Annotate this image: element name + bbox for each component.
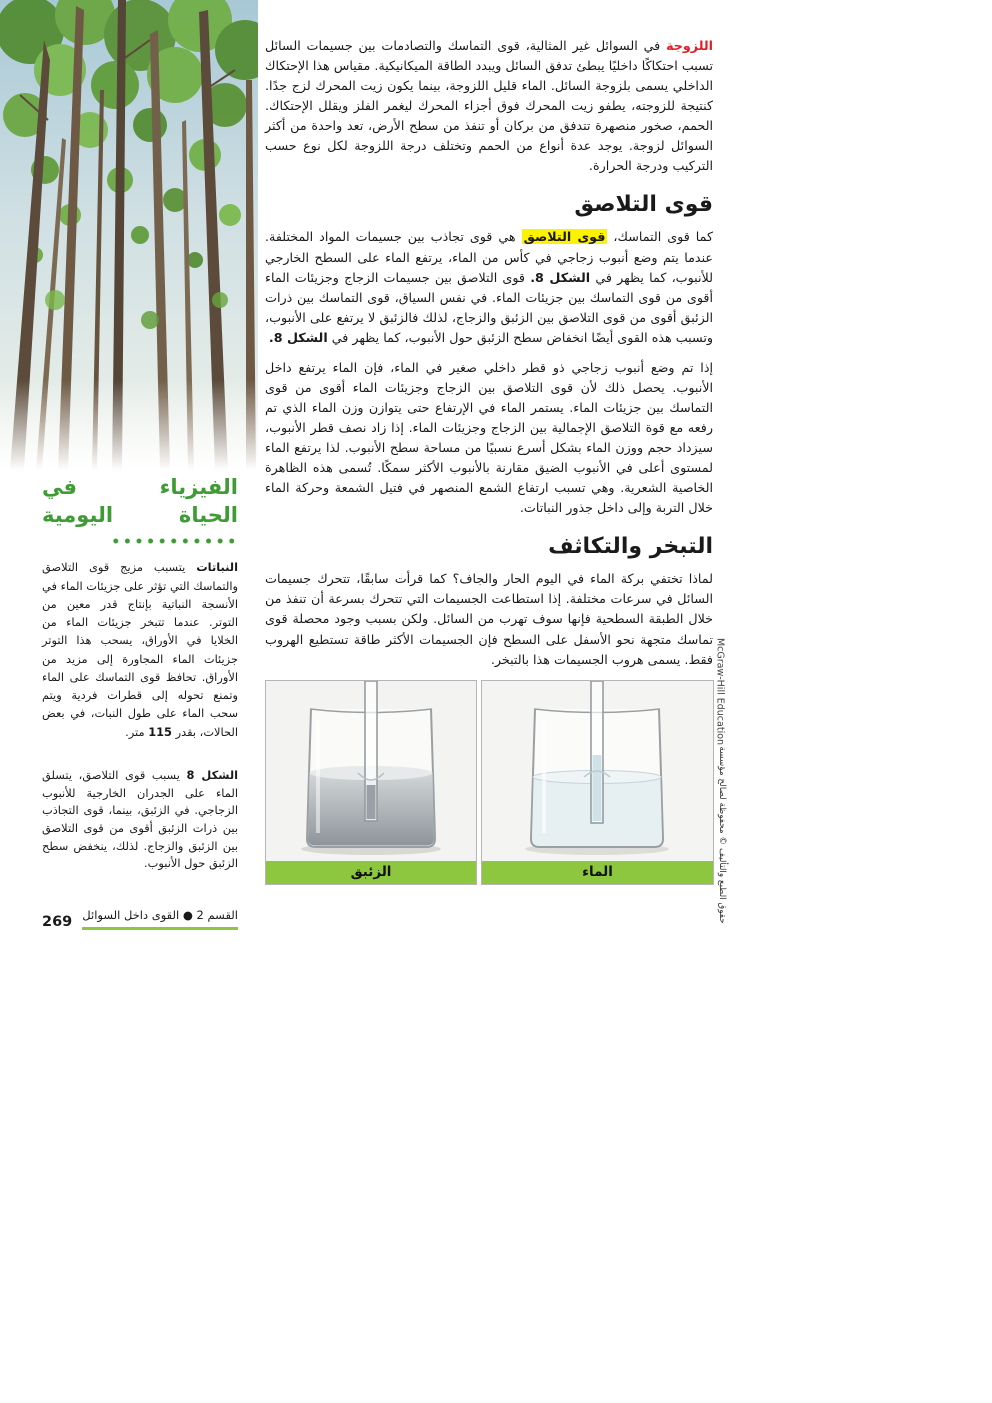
copyright-credit: حقوق الطبع والتأليف © محفوظة لصالح مؤسسة [717, 746, 727, 924]
evaporation-heading: التبخر والتكاثف [548, 534, 713, 560]
evaporation-paragraph: لماذا تختفي بركة الماء في اليوم الحار والجاف؟ كما قرأت سابقًا، تتحرك جسيمات السائل في سرعات مختلفة. إذا استطاعت الجسيمات التي تتحرك بسرعة أن تنفذ من خلال الطبقة السطحية فإنها سوف تهرب من السائل. ولكن بسبب وجود محصلة قوى تماسك متجهة نحو الأسفل على السطح فإن الجسيمات الأكثر طاقة تستطيع الهروب فقط. يسمى هروب الجسيمات هذا بالتبخر. [265, 571, 713, 667]
adhesion-heading: قوى التلاصق [574, 192, 713, 218]
figure-caption [42, 767, 238, 873]
water-figure [481, 680, 714, 885]
page-footer [42, 908, 238, 930]
forest-photo-graphic [0, 0, 258, 470]
feature-body-end: متر. [125, 724, 149, 739]
mercury-beaker-image [266, 681, 476, 861]
feature-lead: النباتات [196, 560, 238, 575]
water-label: الماء [482, 861, 713, 884]
feature-heading [42, 474, 238, 529]
adhesion-paragraph-1 [265, 227, 713, 347]
section-title: القسم 2 ● القوى داخل السوائل [82, 908, 238, 930]
feature-body: يتسبب مزيج قوى التلاصق والتماسك التي تؤثر على جزيئات الماء في الأنسجة النباتية بإنتاج قدر معين من التوتر. عندما تتبخر جزيئات الماء من الخلايا في الأوراق، يسحب هذا التوتر جزيئات الماء المجاورة إلى مزيد من الأوراق. تحافظ قوى التماسك على الماء وتمنع تحوله إلى قطرات فردية ويتم سحب الماء على طول النبات، في بعض الحالات، بقدر [42, 560, 238, 739]
feature-distance: 115 [148, 724, 172, 739]
adhesion-p1-text-a: كما قوى التماسك، [607, 229, 713, 245]
viscosity-paragraph [265, 36, 713, 176]
mercury-label: الزئبق [266, 861, 476, 884]
figure-caption-body: يسبب قوى التلاصق، يتسلق الماء على الجدران الخارجية للأنبوب الزجاجي. في الزئبق، بينما، قوى التجاذب بين ذرات الزئبق أقوى من قوى التلاصق بين الزئبق والزجاج. لذلك، ينخفض سطح الزئبق حول الأنبوب. [42, 767, 238, 871]
adhesion-p1-text-c: قوى التلاصق بين جسيمات الزجاج وجزيئات الماء أقوى من قوى التماسك بين جزيئات الماء. في نفس السياق، قوى التماسك بين ذرات الزئبق أقوى من قوى التلاصق بين الزئبق والزجاج، لذلك فالزئبق لا يرتفع على الأنبوب، وتسبب هذه القوى أيضًا انخفاض سطح الزئبق حول الأنبوب، كما يظهر في [265, 269, 713, 345]
feature-paragraph [42, 558, 238, 741]
figure-8-reference-1: الشكل 8. [530, 269, 591, 285]
figure-8 [265, 680, 713, 885]
viscosity-body: في السوائل غير المثالية، قوى التماسك والتصادمات بين جسيمات السائل تسبب احتكاكًا داخليًا يبطئ تدفق السائل ويبدد الطاقة الميكانيكية. مقياس هذا الإحتكاك الداخلي يسمى بلزوجة السائل. الماء قليل اللزوجة، بينما يكون زيت المحرك لزج جدًا. كنتيجة للزوجته، يطفو زيت المحرك فوق أجزاء المحرك ليغمر الفلز ويقلل الإحتكاك. الحمم، صخور منصهرة تتدفق من بركان أو تنفذ من سطح الأرض، تعد واحدة من أكثر السوائل لزوجة. يوجد عدة أنواع من الحمم وتختلف درجة اللزوجة لكل نوع حسب التركيب ودرجة الحرارة. [265, 38, 713, 174]
main-column [265, 0, 713, 885]
publisher-credit: McGraw-Hill Education [714, 637, 726, 746]
feature-heading-line1: الفيزياء في [42, 475, 238, 499]
sidebar-feature [42, 474, 238, 884]
page-number: 269 [42, 914, 73, 930]
adhesion-vocab-highlight: قوى التلاصق [523, 229, 606, 245]
feature-heading-line2: الحياة اليومية [42, 502, 238, 527]
viscosity-vocab: اللزوجة [666, 38, 713, 53]
adhesion-paragraph-2: إذا تم وضع أنبوب زجاجي ذو قطر داخلي صغير في الماء، فإن الماء يرتفع داخل الأنبوب. يحصل ذلك لأن قوى التلاصق بين الزجاج وجزيئات الماء أقوى من قوى التماسك بين جزيئات الماء. يستمر الماء في الإرتفاع حتى يتوازن وزن الماء الذي تم رفعه مع قوة التلاصق الإجمالية بين الزجاج وجزيئات الماء. إذا زاد نصف قطر الأنبوب، سيزداد حجم ووزن الماء بشكل أسرع نسبيًا من مساحة سطح الأنبوب. لذا يرتفع الماء لمستوى أعلى في الأنبوب الضيق مقارنة بالأنبوب الأكثر سمكًا. تُسمى هذه الظاهرة الخاصية الشعرية. وهي تسبب ارتفاع الشمع المنصهر في فتيل الشمعة وحركة الماء خلال التربة وإلى داخل جذور النباتات. [265, 359, 713, 516]
dotted-divider [110, 538, 238, 544]
figure-8-reference-2: الشكل 8. [268, 329, 328, 345]
adhesion-p1-text-b: هي قوى تجاذب بين جسيمات المواد المختلفة. عندما يتم وضع أنبوب زجاجي في كأس من الماء، يرتفع الماء على السطح الخارجي للأنبوب، كما يظهر في [265, 229, 713, 285]
mercury-figure [265, 680, 477, 885]
forest-photo [0, 0, 258, 470]
water-beaker-image [482, 681, 713, 861]
figure-caption-lead: الشكل 8 [186, 767, 238, 782]
